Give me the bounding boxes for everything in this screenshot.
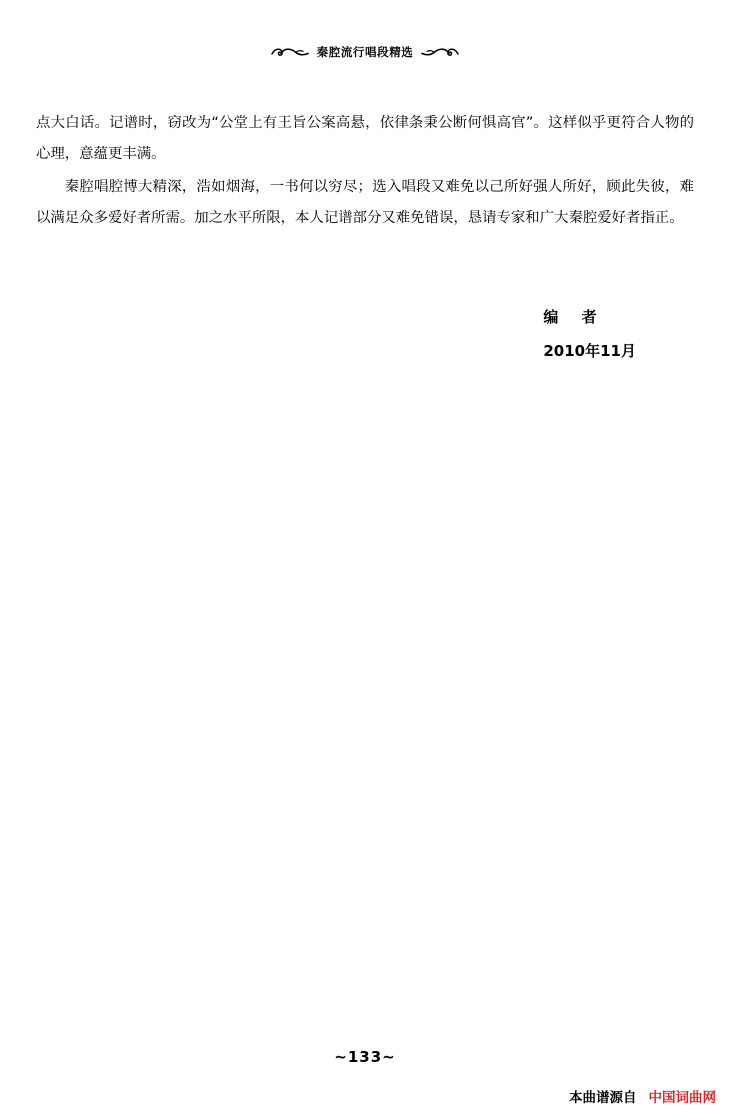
body-text: [36, 108, 694, 234]
running-header: [0, 44, 730, 60]
footer-watermark: [569, 1086, 716, 1106]
paragraph-1: 点大白话。记谱时，窃改为“公堂上有王旨公案高悬，依律条秉公断何惧高官”。这样似乎更符合人物的心理，意蕴更丰满。: [36, 115, 694, 162]
swirl-ornament-left-icon: [270, 45, 310, 59]
signoff-block: [543, 306, 636, 361]
page-number: ~133~: [334, 1048, 396, 1066]
footer-source-label: 本曲谱源自: [569, 1090, 637, 1106]
paragraph-2: 秦腔唱腔博大精深，浩如烟海，一书何以穷尽；选入唱段又难免以己所好强人所好，顾此失彼，难以满足众多爱好者所需。加之水平所限，本人记谱部分又难免错误，恳请专家和广大秦腔爱好者指正。: [36, 179, 694, 226]
swirl-ornament-right-icon: [420, 45, 460, 59]
footer-site-link[interactable]: 中国词曲网: [648, 1090, 716, 1106]
signoff-date: 2010年11月: [543, 342, 636, 360]
signoff-name: 编 者: [543, 308, 606, 326]
header-title: 秦腔流行唱段精选: [316, 45, 414, 59]
